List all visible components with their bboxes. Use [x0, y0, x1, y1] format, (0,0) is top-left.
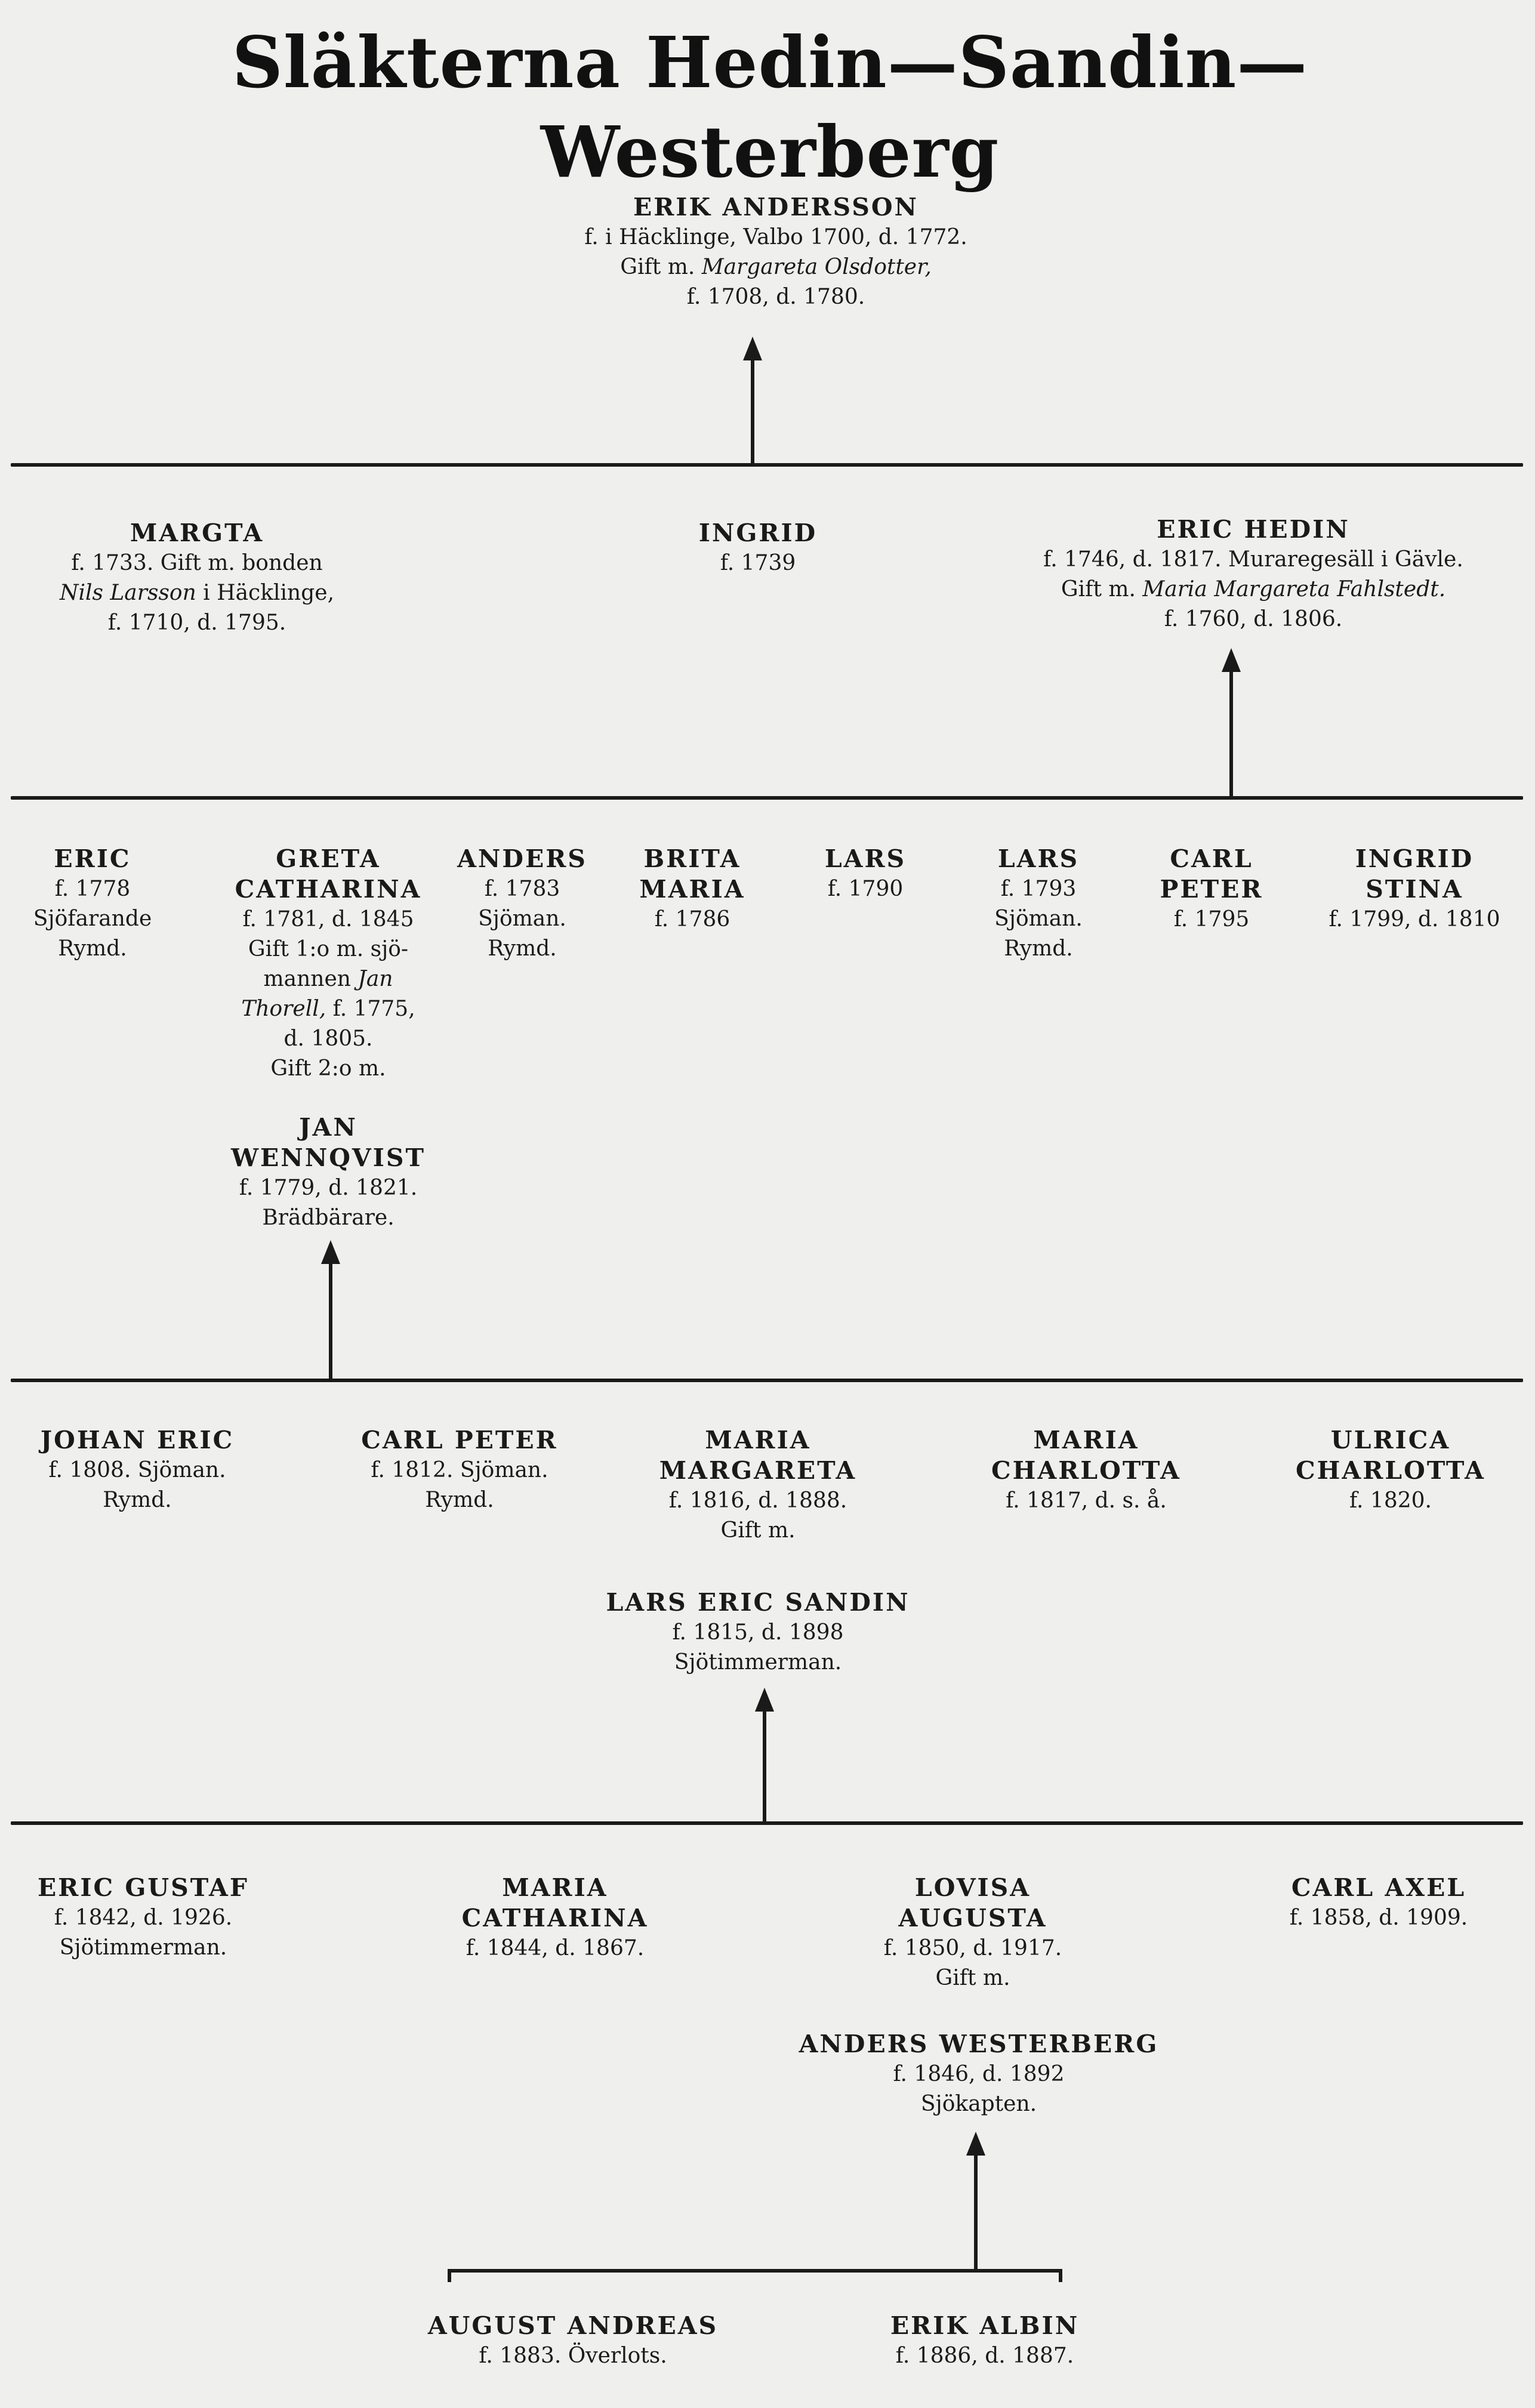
- connector-line: [329, 1262, 332, 1380]
- person-spouse: Gift 1:o m. sjö-: [248, 937, 409, 961]
- person-name: PETER: [1160, 875, 1263, 904]
- person-spouse-dates: d. 1805.: [283, 1026, 373, 1051]
- person-lars-1793: [973, 844, 1104, 964]
- person-name: CHARLOTTA: [1296, 1456, 1485, 1485]
- person-birth: f. 1783: [484, 877, 560, 901]
- person-name: WENNQVIST: [230, 1143, 426, 1172]
- connector-line: [974, 2153, 978, 2270]
- person-birth: f. 1815, d. 1898: [672, 1620, 844, 1645]
- person-spouse: Gift 2:o m.: [270, 1056, 386, 1081]
- person-birth: f. 1786: [654, 907, 730, 932]
- person-birth: f. 1746, d. 1817. Muraregesäll i Gävle.: [1043, 547, 1463, 572]
- arrow-up-icon: [755, 1688, 774, 1712]
- person-brita-maria: [621, 844, 764, 935]
- person-note: Sjöman.: [994, 907, 1083, 931]
- person-margta: [6, 518, 388, 638]
- person-name: CARL PETER: [361, 1426, 558, 1454]
- person-name: CHARLOTTA: [991, 1456, 1181, 1485]
- person-name: LARS ERIC SANDIN: [606, 1588, 910, 1617]
- person-name: ANDERS: [457, 844, 587, 873]
- person-birth: f. 1850, d. 1917.: [883, 1936, 1062, 1960]
- person-name: LOVISA: [914, 1873, 1031, 1902]
- person-ulrica-charlotta: [1271, 1425, 1510, 1516]
- person-birth: f. 1842, d. 1926.: [54, 1906, 233, 1930]
- sibling-bracket-gen2: [11, 463, 1523, 467]
- person-maria-catharina: [430, 1873, 680, 1963]
- person-birth: f. 1816, d. 1888.: [668, 1488, 847, 1513]
- person-greta-catharina: [203, 844, 454, 1084]
- person-note: Brädbärare.: [262, 1205, 394, 1230]
- person-name: MARGTA: [130, 519, 264, 547]
- person-name: JAN: [299, 1113, 357, 1142]
- person-anders-westerberg: [776, 2029, 1182, 2119]
- person-name: LARS: [997, 844, 1080, 873]
- connector-line: [763, 1709, 766, 1823]
- person-name: ERIK ALBIN: [890, 2311, 1080, 2340]
- person-note: Sjötimmerman.: [674, 1650, 842, 1675]
- person-jan-wennqvist: [209, 1112, 448, 1233]
- person-name: GRETA: [276, 844, 381, 873]
- arrow-up-icon: [1222, 648, 1241, 672]
- person-ingrid-stina: [1313, 844, 1516, 935]
- person-note: Sjökapten.: [920, 2092, 1037, 2116]
- person-birth: f. 1817, d. s. å.: [1006, 1488, 1167, 1513]
- person-note: Rymd.: [1004, 936, 1073, 961]
- person-name: ERIC HEDIN: [1157, 515, 1350, 544]
- person-name: ERIC: [54, 844, 131, 873]
- person-name: ULRICA: [1330, 1426, 1451, 1454]
- person-carl-peter-1812: [334, 1425, 585, 1515]
- person-name: MARIA: [639, 875, 745, 904]
- bracket-end: [448, 2269, 451, 2282]
- person-august-andreas: [418, 2311, 728, 2371]
- person-name: CARL AXEL: [1291, 1873, 1466, 1902]
- person-spouse: Nils Larsson i Häcklinge,: [59, 581, 335, 605]
- person-spouse: Gift m.: [720, 1518, 796, 1543]
- person-birth: f. 1739: [720, 551, 796, 575]
- person-spouse-dates: f. 1708, d. 1780.: [686, 285, 865, 309]
- person-note: Rymd.: [58, 936, 127, 961]
- sibling-bracket-gen6: [448, 2269, 1062, 2273]
- person-maria-margareta: [633, 1425, 883, 1546]
- person-spouse: Thorell, f. 1775,: [241, 997, 415, 1021]
- connector-line: [1229, 670, 1233, 797]
- person-spouse: Gift m.: [935, 1966, 1010, 1990]
- person-name: STINA: [1366, 875, 1463, 904]
- person-birth: f. 1790: [827, 877, 904, 901]
- person-name: INGRID: [1355, 844, 1474, 873]
- person-name: ANDERS WESTERBERG: [799, 2030, 1159, 2058]
- person-spouse-dates: f. 1710, d. 1795.: [107, 611, 286, 635]
- person-name: AUGUSTA: [898, 1904, 1047, 1932]
- person-birth: f. 1858, d. 1909.: [1289, 1906, 1468, 1930]
- person-note: Rymd.: [103, 1488, 172, 1512]
- person-name: MARIA: [705, 1426, 811, 1454]
- sibling-bracket-gen3: [11, 796, 1523, 800]
- arrow-up-icon: [743, 337, 762, 360]
- person-lars-eric-sandin: [561, 1587, 955, 1678]
- person-note: Sjötimmerman.: [59, 1935, 227, 1960]
- person-birth: f. 1781, d. 1845: [242, 907, 414, 932]
- arrow-up-icon: [321, 1240, 340, 1264]
- arrow-up-icon: [966, 2132, 985, 2156]
- person-name: ERIC GUSTAF: [38, 1873, 249, 1902]
- person-birth: f. 1844, d. 1867.: [466, 1936, 645, 1960]
- person-name: MARIA: [502, 1873, 608, 1902]
- person-note: Sjöfarande: [33, 907, 152, 931]
- person-carl-peter-1795: [1146, 844, 1277, 935]
- person-erik-albin: [847, 2311, 1122, 2371]
- person-birth: f. 1812. Sjöman.: [371, 1458, 548, 1482]
- person-spouse-dates: f. 1760, d. 1806.: [1164, 607, 1343, 631]
- person-eric-hedin: [991, 514, 1516, 634]
- person-note: Rymd.: [425, 1488, 494, 1512]
- sibling-bracket-gen4: [11, 1379, 1523, 1382]
- person-birth: f. 1793: [1000, 877, 1077, 901]
- person-name: CATHARINA: [235, 875, 422, 904]
- sibling-bracket-gen5: [11, 1821, 1523, 1825]
- person-birth: f. 1779, d. 1821.: [239, 1176, 418, 1200]
- person-birth: f. i Häcklinge, Valbo 1700, d. 1772.: [584, 225, 967, 249]
- person-birth: f. 1733. Gift m. bonden: [71, 551, 323, 575]
- person-eric-gustaf: [12, 1873, 275, 1963]
- person-name: MARGARETA: [659, 1456, 857, 1485]
- person-note: Sjöman.: [478, 907, 566, 931]
- bracket-end: [1059, 2269, 1062, 2282]
- person-birth: f. 1886, d. 1887.: [895, 2344, 1074, 2368]
- page-title: Släkterna Hedin—Sandin—Westerberg: [232, 21, 1308, 193]
- person-birth: f. 1846, d. 1892: [893, 2062, 1065, 2086]
- person-name: ERIK ANDERSSON: [633, 193, 919, 221]
- person-name: MARIA: [1033, 1426, 1139, 1454]
- person-eric: [18, 844, 167, 964]
- person-birth: f. 1883. Överlots.: [479, 2344, 667, 2368]
- person-ingrid: [656, 518, 859, 578]
- connector-line: [751, 358, 754, 464]
- person-name: INGRID: [698, 519, 818, 547]
- person-carl-axel: [1253, 1873, 1504, 1933]
- person-name: CARL: [1170, 844, 1253, 873]
- person-birth: f. 1820.: [1349, 1488, 1432, 1513]
- person-note: Rymd.: [488, 936, 557, 961]
- person-maria-charlotta: [961, 1425, 1212, 1516]
- person-name: AUGUST ANDREAS: [427, 2311, 719, 2340]
- person-name: JOHAN ERIC: [40, 1426, 235, 1454]
- person-johan-eric: [18, 1425, 257, 1515]
- person-erik-andersson: [466, 192, 1086, 312]
- person-anders: [454, 844, 591, 964]
- person-name: LARS: [824, 844, 907, 873]
- person-birth: f. 1808. Sjöman.: [48, 1458, 226, 1482]
- person-birth: f. 1778: [54, 877, 131, 901]
- person-lars-1790: [800, 844, 931, 904]
- person-birth: f. 1799, d. 1810: [1329, 907, 1500, 932]
- person-lovisa-augusta: [847, 1873, 1098, 1993]
- person-birth: f. 1795: [1173, 907, 1250, 932]
- person-spouse: Gift m. Margareta Olsdotter,: [620, 255, 932, 279]
- person-name: CATHARINA: [461, 1904, 649, 1932]
- person-spouse: Gift m. Maria Margareta Fahlstedt.: [1061, 577, 1446, 602]
- person-name: BRITA: [643, 844, 741, 873]
- person-spouse: mannen Jan: [263, 967, 393, 991]
